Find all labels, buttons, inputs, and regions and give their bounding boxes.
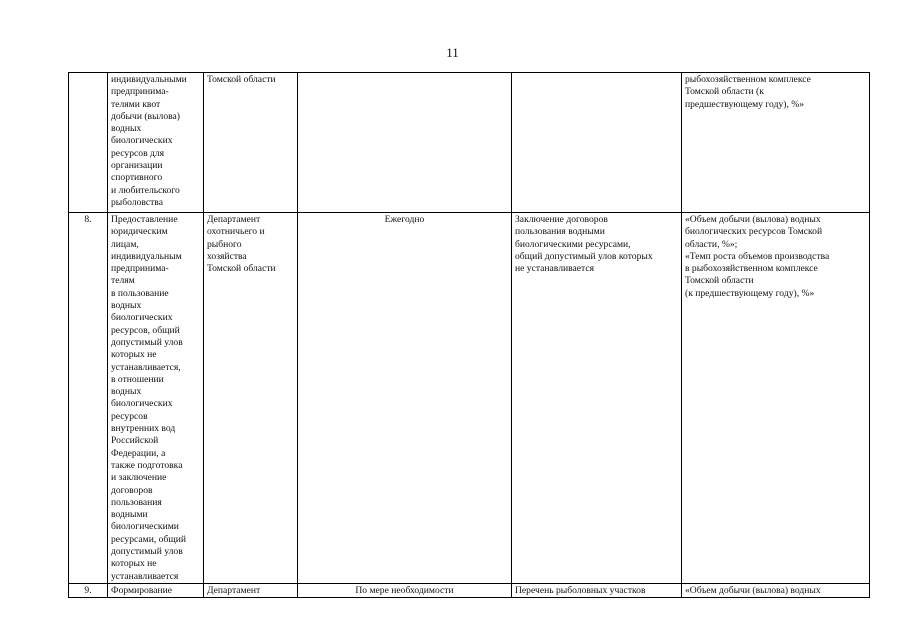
table-row	[69, 73, 870, 213]
period-cell	[298, 73, 512, 213]
measure-cell: Формирование	[108, 583, 204, 597]
measure-cell: Предоставление юридическим лицам, индивидуальным предпринима- телям в пользование водных биологических ресурсов, общий допустимый улов которых не устанавливается, в отношении водных биологических ресурсов внутренних вод Российской Федерации, а также подготовка и заключение договоров пользования водными биологическими ресурсами, общий допустимый улов которых не устанавливается	[108, 213, 204, 584]
executor-cell: Департамент	[204, 583, 298, 597]
indicator-cell: «Объем добычи (вылова) водных биологических ресурсов Томской области, %»; «Темп роста объемов производства в рыбохозяйственном комплексе Томской области (к предшествующему году), %»	[682, 213, 870, 584]
result-cell	[512, 73, 682, 213]
row-number-cell: 8.	[69, 213, 108, 584]
period-cell: Ежегодно	[298, 213, 512, 584]
measure-cell: индивидуальными предпринима- телями квот добычи (вылова) водных биологических ресурсов для организации спортивного и любительского рыболовства	[108, 73, 204, 213]
indicator-cell: рыбохозяйственном комплексе Томской области (к предшествующему году), %»	[682, 73, 870, 213]
page-number: 11	[446, 45, 459, 60]
period-cell: По мере необходимости	[298, 583, 512, 597]
row-number-cell	[69, 73, 108, 213]
result-cell: Перечень рыболовных участков	[512, 583, 682, 597]
executor-cell: Департамент охотничьего и рыбного хозяйства Томской области	[204, 213, 298, 584]
executor-cell: Томской области	[204, 73, 298, 213]
table-row	[69, 583, 870, 597]
measures-table	[68, 72, 870, 598]
indicator-cell: «Объем добычи (вылова) водных	[682, 583, 870, 597]
result-cell: Заключение договоров пользования водными биологическими ресурсами, общий допустимый улов которых не устанавливается	[512, 213, 682, 584]
row-number-cell: 9.	[69, 583, 108, 597]
table-row	[69, 213, 870, 584]
